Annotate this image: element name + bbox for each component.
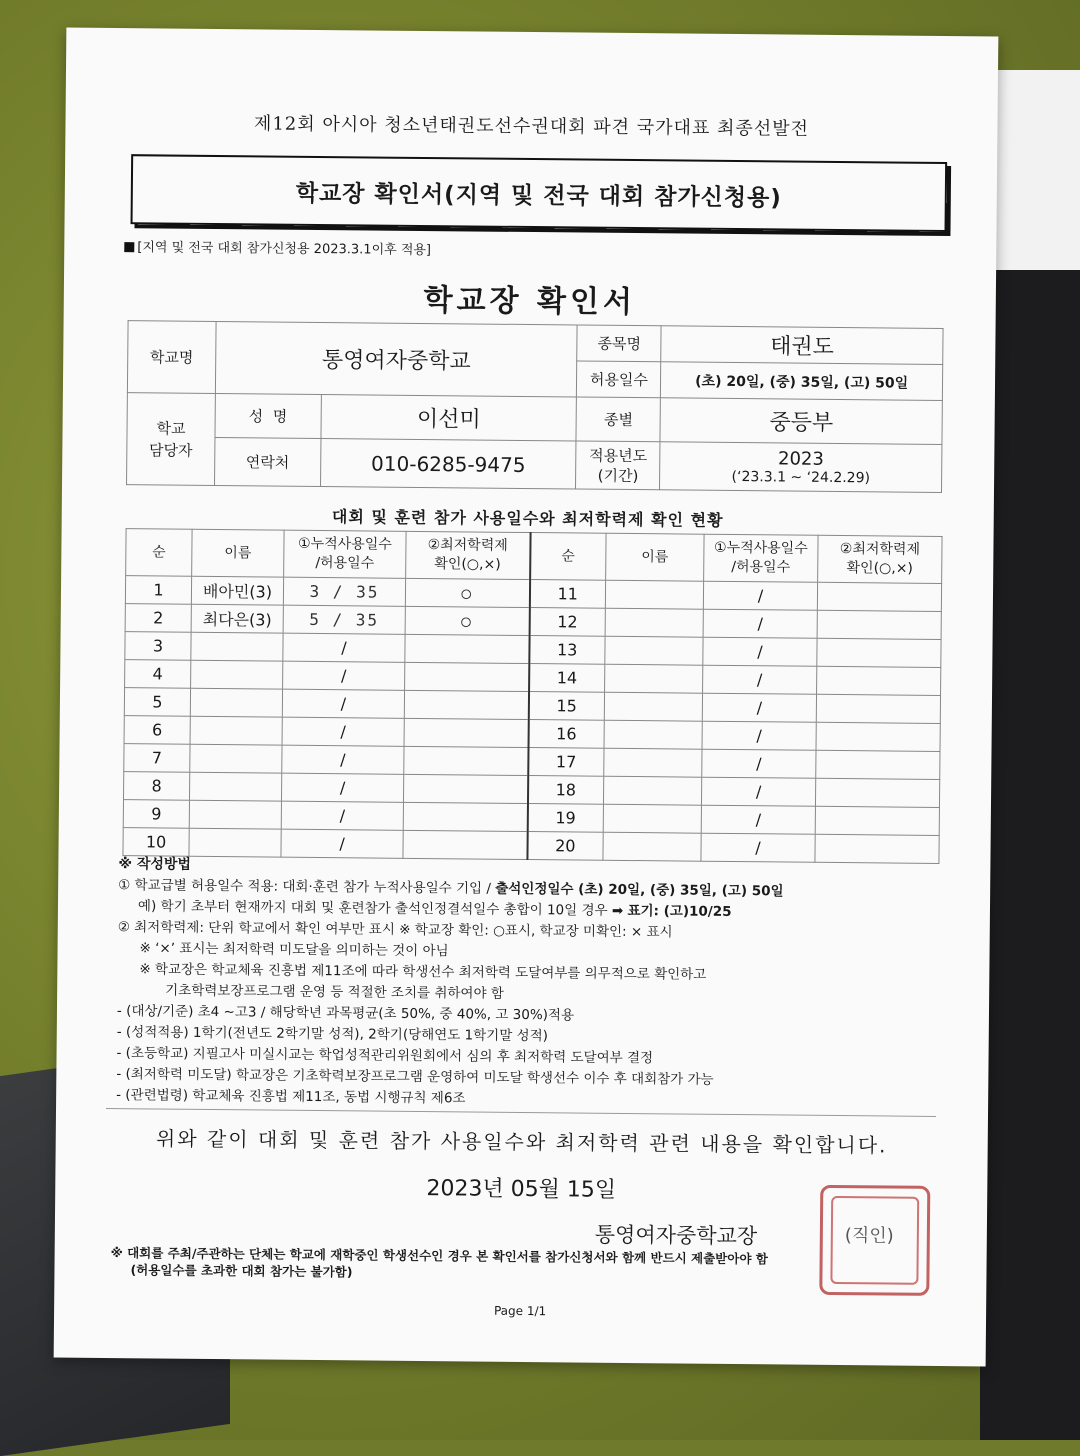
row-days: / (703, 637, 817, 666)
row-check (815, 834, 939, 863)
row-days: / (703, 609, 817, 638)
row-days: 3 / 35 (283, 577, 405, 606)
row-days: / (702, 721, 816, 750)
row-check (815, 778, 939, 807)
allowed-days-value: (초) 20일, (중) 35일, (고) 50일 (661, 362, 943, 401)
row-days: / (282, 717, 404, 746)
school-label: 학교명 (127, 321, 216, 394)
row-name (190, 688, 282, 717)
row-name (603, 804, 701, 833)
row-no: 19 (527, 804, 603, 833)
row-no: 18 (527, 776, 603, 805)
row-check (816, 694, 940, 723)
row-check (816, 750, 940, 779)
row-check (403, 774, 527, 803)
header-name: 이름 (606, 533, 704, 581)
row-days: / (701, 805, 815, 834)
header-check: ②최저학력제 확인(○,×) (406, 531, 530, 579)
row-name (190, 716, 282, 745)
row-name (191, 632, 283, 661)
seal-label: (직인) (844, 1225, 894, 1247)
competition-title: 제12회 아시아 청소년태권도선수권대회 파견 국가대표 최종선발전 (253, 113, 810, 140)
row-check (816, 722, 940, 751)
row-no: 6 (124, 716, 190, 745)
method-line: ※ ‘×’ 표시는 최저학력 미도달을 의미하는 것이 아님 (139, 940, 449, 960)
allowed-days-label: 허용일수 (577, 361, 661, 398)
row-no: 20 (527, 832, 603, 861)
method-line: - (최저학력 미도달) 학교장은 기초학력보장프로그램 운영하여 미도달 학생선수 이수 후 대회참가 가능 (116, 1066, 714, 1088)
name-value: 이선미 (321, 395, 577, 441)
year-value: 2023 (777, 448, 824, 470)
row-no: 12 (529, 608, 605, 637)
footnote-line: (허용일수를 초과한 대회 참가는 불가함) (130, 1262, 353, 1280)
method-line: - (대상/기준) 초4 ~고3 / 해당학년 과목평균(초 50%, 중 40%, 고 30%)적용 (116, 1003, 575, 1024)
footnote (110, 1244, 930, 1286)
row-name (604, 692, 702, 721)
row-no: 9 (123, 800, 189, 829)
method-line: ※ 학교장은 학교체육 진흥법 제11조에 따라 학생선수 최저학력 도달여부를 의무적으로 확인하고 (139, 961, 707, 983)
row-days: / (281, 829, 403, 858)
box-title: 학교장 확인서(지역 및 전국 대회 참가신청용) (295, 180, 782, 211)
row-no: 10 (123, 828, 189, 857)
row-check (404, 690, 528, 719)
row-days: / (283, 633, 405, 662)
header-check: ②최저학력제 확인(○,×) (818, 535, 942, 583)
row-check (404, 746, 528, 775)
row-name (605, 608, 703, 637)
row-check (403, 830, 527, 859)
row-check (817, 666, 941, 695)
row-check (817, 638, 941, 667)
contact-value: 010-6285-9475 (320, 439, 576, 489)
row-check (404, 718, 528, 747)
header-days: ①누적사용일수 /허용일수 (284, 530, 406, 578)
signer: 통영여자중학교장 (594, 1222, 758, 1249)
row-name (190, 744, 282, 773)
row-check: ○ (405, 578, 529, 607)
row-no: 4 (125, 660, 191, 689)
row-name (189, 772, 281, 801)
header-name: 이름 (192, 529, 284, 577)
title-box (131, 154, 948, 232)
writing-method (116, 854, 958, 1114)
row-no: 1 (125, 576, 191, 605)
method-line: - (성적적용) 1학기(전년도 2학기말 성적), 2학기(당해연도 1학기말 성적) (116, 1024, 549, 1045)
footnote-line: ※ 대회를 주최/주관하는 단체는 학교에 재학중인 학생선수인 경우 본 확인서를 참가신청서와 함께 반드시 제출받아야 함 (110, 1245, 768, 1267)
row-no: 11 (529, 580, 605, 609)
row-name (189, 800, 281, 829)
method-line: ① 학교급별 허용일수 적용: 대회·훈련 참가 누적사용일수 기입 / (118, 877, 496, 897)
row-no: 5 (124, 688, 190, 717)
category-value: 중등부 (660, 398, 942, 445)
method-line: 예) 학기 초부터 현재까지 대회 및 훈련참가 출석인정결석일수 총합이 10일 경우 ➡ (137, 898, 628, 919)
row-no: 17 (528, 748, 604, 777)
row-days: / (703, 665, 817, 694)
header-no: 순 (126, 529, 192, 577)
header-no: 순 (530, 533, 606, 581)
row-name: 최다은(3) (191, 604, 283, 633)
row-no: 14 (529, 664, 605, 693)
page-number: Page 1/1 (493, 1303, 547, 1319)
method-line: ② 최저학력제: 단위 학교에서 확인 여부만 표시 ※ 학교장 확인: ○표시, 학교장 미확인: × 표시 (117, 919, 673, 941)
row-name (604, 720, 702, 749)
manager-label: 학교 담당자 (127, 393, 216, 486)
row-check (403, 802, 527, 831)
row-name (189, 828, 281, 857)
row-days: / (282, 745, 404, 774)
confirmation-statement: 위와 같이 대회 및 훈련 참가 사용일수와 최저학력 관련 내용을 확인합니다. (155, 1126, 888, 1158)
row-name (191, 660, 283, 689)
row-days: / (701, 777, 815, 806)
row-days: / (281, 773, 403, 802)
row-name (605, 636, 703, 665)
side-paper (990, 70, 1080, 270)
row-check (405, 634, 529, 663)
row-check (815, 806, 939, 835)
row-days: / (702, 749, 816, 778)
row-no: 3 (125, 632, 191, 661)
row-days: / (283, 661, 405, 690)
document-paper (54, 28, 999, 1367)
row-days: / (282, 689, 404, 718)
main-title: 학교장 확인서 (423, 282, 637, 321)
row-name (603, 776, 701, 805)
row-name (605, 664, 703, 693)
application-notice: [지역 및 전국 대회 참가신청용 2023.3.1이후 적용] (124, 236, 431, 258)
row-days: / (702, 693, 816, 722)
method-line: - (관련법령) 학교체육 진흥법 제11조, 동법 시행규칙 제6조 (116, 1087, 466, 1107)
confirmation-date: 2023년 05월 15일 (426, 1176, 617, 1203)
method-heading: ※ 작성방법 (118, 856, 192, 873)
method-line: - (초등학교) 지필고사 미실시교는 학업성적관리위원회에서 심의 후 최저학력 도달여부 결정 (116, 1045, 654, 1067)
row-name: 배아민(3) (191, 576, 283, 605)
period-value: (‘23.3.1 ~ ‘24.2.29) (731, 468, 871, 487)
row-days: / (701, 833, 815, 862)
row-no: 2 (125, 604, 191, 633)
participation-table (122, 528, 942, 864)
info-table (126, 320, 944, 493)
row-name (605, 580, 703, 609)
row-no: 13 (529, 636, 605, 665)
row-days: / (281, 801, 403, 830)
event-value: 태권도 (661, 326, 943, 365)
row-check (405, 662, 529, 691)
name-label: 성 명 (215, 394, 321, 439)
event-label: 종목명 (577, 325, 661, 362)
row-no: 16 (528, 720, 604, 749)
method-line-bold: 표기: (고)10/25 (627, 902, 732, 920)
school-value: 통영여자중학교 (215, 322, 577, 397)
row-days: / (703, 581, 817, 610)
year-label: 적용년도 (기간) (576, 441, 660, 490)
method-line: 기초학력보장프로그램 운영 등 적절한 조치를 취하여야 함 (165, 982, 504, 1002)
row-no: 7 (124, 744, 190, 773)
contact-label: 연락처 (214, 438, 320, 487)
header-days: ①누적사용일수 /허용일수 (704, 534, 818, 582)
row-check: ○ (405, 606, 529, 635)
row-days: 5 / 35 (283, 605, 405, 634)
year-cell (660, 442, 942, 493)
row-no: 8 (123, 772, 189, 801)
status-title: 대회 및 훈련 참가 사용일수와 최저학력제 확인 현황 (331, 507, 724, 530)
category-label: 종별 (576, 397, 660, 442)
row-check (817, 610, 941, 639)
row-name (603, 832, 701, 861)
row-check (817, 582, 941, 611)
row-no: 15 (528, 692, 604, 721)
dark-object-right (980, 260, 1080, 1440)
row-name (604, 748, 702, 777)
method-line-bold: 출석인정일수 (초) 20일, (중) 35일, (고) 50일 (495, 880, 784, 900)
